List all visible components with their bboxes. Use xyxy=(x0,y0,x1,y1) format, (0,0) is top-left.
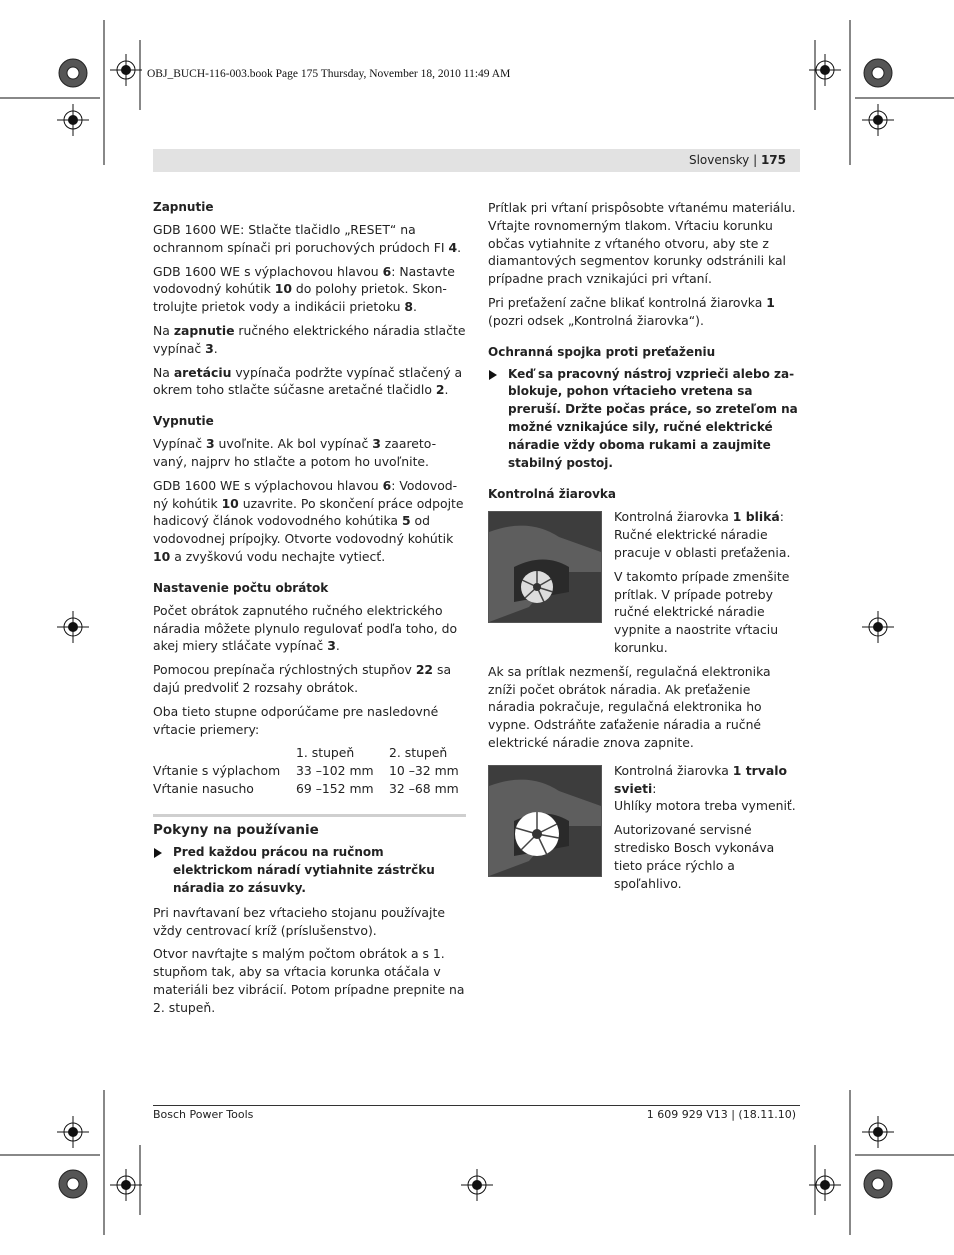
para-uhliky: Uhlíky motora treba vymeniť. xyxy=(614,798,796,814)
tool-handle-illustration xyxy=(488,765,602,877)
speed-table xyxy=(153,744,466,798)
heading-spojka: Ochranná spojka proti preťaženiu xyxy=(488,344,716,359)
para-blika-riesenie: V takomto prípade zmenšite prítlak. V prípade potreby ručné elektrické náradie vypnite a naostrite vŕtaciu korunku. xyxy=(614,568,790,655)
table-row: Vŕtanie nasucho 69 –152 mm 32 –68 mm xyxy=(153,781,459,797)
page-number: 175 xyxy=(760,153,786,167)
para-pokyny-2: Otvor navŕtajte s malým počtom obrátok a s 1. stupňom tak, aby sa vŕtacia korunka otáčala v materiáli bez vibrácií. Potom prípadne prepnite na 2. stupeň. xyxy=(153,946,465,1015)
header-text xyxy=(689,153,786,167)
header-separator: | xyxy=(753,153,758,167)
para-vypnutie-2: GDB 1600 WE s výplachovou hlavou 6: Vodovod- ný kohútik 10 uzavrite. Po skončení práce odpojte hadicový článok vodovodného kohútika 5 od vodovodnej prípojky. Otvorte vodovodný kohútik 10 a zvyškovú vodu nechajte vytiecť. xyxy=(153,477,464,564)
heading-vypnutie: Vypnutie xyxy=(153,414,214,429)
table-row: Vŕtanie s výplachom 33 –102 mm 10 –32 mm xyxy=(153,763,459,779)
heading-nastavenie: Nastavenie počtu obrátok xyxy=(153,580,329,595)
section-pokyny xyxy=(153,814,466,1016)
left-column xyxy=(153,199,466,1023)
page-header xyxy=(153,149,800,172)
footer-docnum: 1 609 929 V13 | (18.11.10) xyxy=(646,1108,796,1121)
triangle-bullet-icon xyxy=(154,848,162,858)
tool-handle-illustration xyxy=(488,511,602,623)
para-servis: Autorizované servisné stredisko Bosch vykonáva tieto práce rýchlo a spoľahlivo. xyxy=(614,822,775,891)
para-pokyny-1: Pri navŕtavaní bez vŕtacieho stojanu používajte vždy centrovací kríž (príslušenstvo). xyxy=(153,904,445,938)
para-regulacia: Ak sa prítlak nezmenší, regulačná elektronika zníži počet obrátok náradia. Ak preťaženie náradia pokračuje, regulačná elektronika ho vypne. Odstráňte zaťaženie náradia a ručné elektrické náradie znova zapnite. xyxy=(488,663,771,750)
footer-brand: Bosch Power Tools xyxy=(153,1108,254,1121)
figure-row-blinking xyxy=(488,508,800,656)
para-nastavenie-2: Pomocou prepínača rýchlostných stupňov 22 sa dajú predvoliť 2 rozsahy obrátok. xyxy=(153,662,452,695)
table-header-row: 1. stupeň 2. stupeň xyxy=(296,745,448,761)
bullet-spojka: Keď sa pracovný nástroj vzprieči alebo za- blokuje, pohon vŕtacieho vretena sa preruší. Držte počas práce, so zreteľom na možné vznikajúce sily, ručné elektrické náradie vždy oboma rukami a zaujmite stabilný postoj. xyxy=(488,366,800,473)
header-language: Slovensky xyxy=(688,153,750,167)
heading-pokyny: Pokyny na používanie xyxy=(153,822,319,839)
triangle-bullet-icon xyxy=(489,370,497,380)
heading-zapnutie: Zapnutie xyxy=(153,200,214,214)
footer-rule xyxy=(153,1105,800,1106)
para-nastavenie-1: Počet obrátok zapnutého ručného elektrického náradia môžete plynulo regulovať podľa toho, do akej miery stláčate vypínač 3. xyxy=(153,602,458,654)
para-pretazenie: Pri preťažení začne blikať kontrolná žiarovka 1 (pozri odsek „Kontrolná žiarovka“). xyxy=(488,294,775,328)
para-vypnutie-1: Vypínač 3 uvoľnite. Ak bol vypínač 3 zaareto- vaný, najprv ho stlačte a potom ho uvoľnite. xyxy=(153,436,437,469)
para-blika: Kontrolná žiarovka 1 bliká: Ručné elektrické náradie pracuje v oblasti preťaženia. xyxy=(614,509,791,560)
right-column xyxy=(488,199,800,898)
bullet-safety: Pred každou prácou na ručnom elektrickom náradí vytiahnite zástrčku náradia zo zásuvky. xyxy=(153,844,466,897)
para-nastavenie-3: Oba tieto stupne odporúčame pre nasledovné vŕtacie priemery: xyxy=(153,703,439,737)
para-zapnutie-4: Na aretáciu vypínača podržte vypínač stlačený a okrem toho stlačte súčasne aretačné tlačidlo 2. xyxy=(153,364,463,398)
print-slug: OBJ_BUCH-116-003.book Page 175 Thursday, November 18, 2010 11:49 AM xyxy=(147,68,511,80)
para-pritlak: Prítlak pri vŕtaní prispôsobte vŕtanému materiálu. Vŕtajte rovnomerným tlakom. Vŕtaciu korunku občas vytiahnite z vŕtaného otvoru, aby ste z diamantových segmentov korunky odstránili kal prípadne prach vznikajúci pri vŕtaní. xyxy=(488,200,796,287)
heading-ziarovka: Kontrolná žiarovka xyxy=(488,487,616,502)
para-zapnutie-3: Na zapnutie ručného elektrického náradia stlačte vypínač 3. xyxy=(153,322,466,356)
para-zapnutie-2: GDB 1600 WE s výplachovou hlavou 6: Nastavte vodovodný kohútik 10 do polohy prietok. Skon- trolujte prietok vody a indikácii prietoku 8. xyxy=(153,263,455,315)
para-svieti: Kontrolná žiarovka 1 trvalo svieti: xyxy=(614,762,787,796)
figure-row-steady xyxy=(488,762,800,893)
para-zapnutie-1: GDB 1600 WE: Stlačte tlačidlo „RESET“ na ochrannom spínači pri poruchových prúdoch FI 4. xyxy=(153,222,462,255)
